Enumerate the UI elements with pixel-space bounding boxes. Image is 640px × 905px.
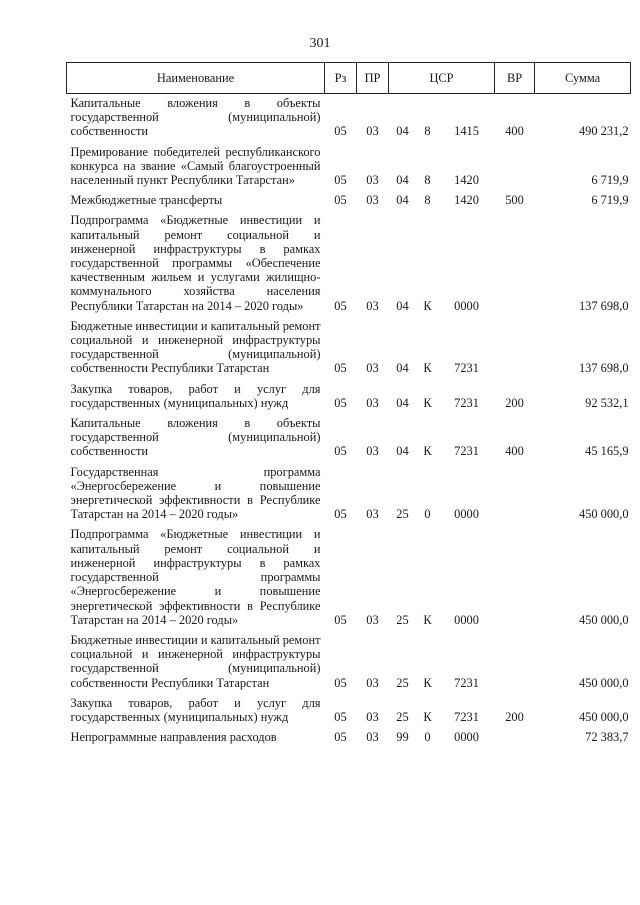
cell-rz: 05 [334,361,347,376]
cell-csr-part1: 99 [396,730,409,745]
table-row [67,728,631,748]
cell-csr-part3: 7231 [454,395,479,410]
table-row [67,380,631,414]
cell-csr-part2: К [423,612,432,627]
cell-csr-part1: 04 [396,124,409,139]
cell-csr-part1: 04 [396,361,409,376]
cell-csr-part2: К [423,444,432,459]
cell-name: Бюджетные инвестиции и капитальный ремонт социальной и инженерной инфраструктуры государственной (муниципальной) собственности Республики Татарстан [70,632,321,690]
cell-rz: 05 [334,612,347,627]
cell-sum: 450 000,0 [578,709,629,724]
cell-pr: 03 [366,675,379,690]
cell-sum: 6 719,9 [591,173,629,188]
cell-csr-part3: 7231 [454,675,479,690]
cell-csr-part3: 0000 [454,612,479,627]
cell-name: Закупка товаров, работ и услуг для государственных (муниципальных) нужд [70,381,321,410]
cell-rz: 05 [334,173,347,188]
cell-csr-part1: 04 [396,173,409,188]
table-row [67,211,631,316]
cell-name: Непрограммные направления расходов [70,730,277,745]
cell-csr-part2: 8 [424,173,431,188]
table-row [67,94,631,143]
cell-vr [495,728,535,748]
cell-pr: 03 [366,173,379,188]
cell-name: Капитальные вложения в объекты государственной (муниципальной) собственности [70,416,321,459]
cell-name: Бюджетные инвестиции и капитальный ремонт социальной и инженерной инфраструктуры государственной (муниципальной) собственности Республики Татарстан [70,318,321,376]
header-name: Наименование [67,63,325,94]
cell-csr-part3: 7231 [454,444,479,459]
cell-csr-part3: 0000 [454,507,479,522]
cell-pr: 03 [366,709,379,724]
cell-csr-part1: 04 [396,193,409,208]
budget-table [66,62,631,748]
cell-csr-part3: 7231 [454,361,479,376]
table-row [67,191,631,211]
cell-csr-part1: 25 [396,709,409,724]
cell-pr: 03 [366,361,379,376]
cell-pr: 03 [366,193,379,208]
cell-pr: 03 [366,507,379,522]
cell-vr: 400 [505,124,524,139]
cell-csr-part2: К [423,361,432,376]
cell-rz: 05 [334,124,347,139]
page-number: 301 [309,36,331,51]
cell-pr: 03 [366,124,379,139]
cell-sum: 450 000,0 [578,612,629,627]
cell-csr-part3: 0000 [454,730,479,745]
cell-vr [495,463,535,526]
table-row [67,143,631,192]
cell-vr: 200 [505,395,524,410]
cell-rz: 05 [334,395,347,410]
cell-name: Подпрограмма «Бюджетные инвестиции и капитальный ремонт социальной и инженерной инфраструктуры в рамках государственной программы «Энергосбережение и повышение энергетической эффективности в Республике Татарстан на 2014 – 2020 годы» [70,527,321,627]
cell-rz: 05 [334,730,347,745]
cell-sum: 137 698,0 [578,298,629,313]
cell-csr-part2: К [423,395,432,410]
cell-vr: 200 [505,709,524,724]
cell-name: Закупка товаров, работ и услуг для государственных (муниципальных) нужд [70,695,321,724]
cell-sum: 72 383,7 [585,730,629,745]
cell-name: Подпрограмма «Бюджетные инвестиции и капитальный ремонт социальной и инженерной инфраструктуры в рамках государственной программы «Обеспечение качественным жильем и услугами жилищно-коммунального хозяйства населения Республики Татарстан на 2014 – 2020 годы» [70,213,321,313]
cell-rz: 05 [334,709,347,724]
cell-csr-part1: 25 [396,507,409,522]
cell-csr-part1: 25 [396,612,409,627]
header-sum: Сумма [535,63,631,94]
cell-rz: 05 [334,193,347,208]
header-rz: Рз [325,63,357,94]
cell-csr-part2: 8 [424,124,431,139]
cell-name: Капитальные вложения в объекты государственной (муниципальной) собственности [70,96,321,139]
cell-pr: 03 [366,298,379,313]
cell-rz: 05 [334,298,347,313]
cell-rz: 05 [334,444,347,459]
cell-csr-part3: 1415 [454,124,479,139]
header-vr: ВР [495,63,535,94]
table-row [67,317,631,380]
table-row [67,525,631,630]
cell-pr: 03 [366,730,379,745]
cell-csr-part3: 7231 [454,709,479,724]
cell-csr-part1: 04 [396,298,409,313]
cell-csr-part3: 0000 [454,298,479,313]
header-csr: ЦСР [389,63,495,94]
cell-name: Государственная программа «Энергосбережение и повышение энергетической эффективности в Республике Татарстан на 2014 – 2020 годы» [70,464,321,522]
cell-csr-part2: 0 [424,507,431,522]
cell-sum: 45 165,9 [585,444,629,459]
cell-pr: 03 [366,444,379,459]
cell-csr-part2: К [423,675,432,690]
cell-csr-part1: 25 [396,675,409,690]
cell-vr: 400 [505,444,524,459]
cell-csr-part3: 1420 [454,173,479,188]
table-row [67,414,631,463]
cell-csr-part3: 1420 [454,193,479,208]
cell-sum: 450 000,0 [578,507,629,522]
table-header-row [67,63,631,94]
cell-csr-part2: 0 [424,730,431,745]
cell-csr-part2: 8 [424,193,431,208]
cell-vr: 500 [505,193,524,208]
cell-pr: 03 [366,395,379,410]
cell-sum: 490 231,2 [578,124,629,139]
header-pr: ПР [357,63,389,94]
cell-vr [495,211,535,316]
cell-sum: 92 532,1 [585,395,629,410]
table-row [67,631,631,694]
cell-csr-part2: К [423,298,432,313]
cell-vr [495,317,535,380]
cell-sum: 6 719,9 [591,193,629,208]
table-row [67,694,631,728]
table-row [67,463,631,526]
cell-name: Премирование победителей республиканского конкурса на звание «Самый благоустроенный населенный пункт Республики Татарстан» [70,144,321,188]
cell-sum: 450 000,0 [578,675,629,690]
cell-rz: 05 [334,675,347,690]
cell-rz: 05 [334,507,347,522]
cell-csr-part1: 04 [396,444,409,459]
cell-vr [495,631,535,694]
cell-csr-part1: 04 [396,395,409,410]
cell-pr: 03 [366,612,379,627]
cell-sum: 137 698,0 [578,361,629,376]
cell-csr-part2: К [423,709,432,724]
cell-vr [495,525,535,630]
cell-vr [495,143,535,192]
cell-name: Межбюджетные трансферты [70,193,223,208]
